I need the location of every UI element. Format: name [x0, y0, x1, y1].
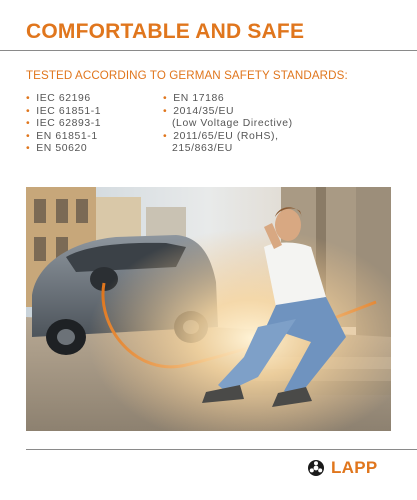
standard-item: • EN 50620	[26, 143, 88, 155]
standard-item-continued: (Low Voltage Directive)	[172, 118, 293, 130]
standard-item: • 2014/35/EU	[163, 105, 235, 117]
standards-list-left	[26, 93, 156, 156]
bullet-dot: •	[26, 118, 31, 130]
product-photo	[26, 187, 391, 431]
standard-item: • IEC 62893-1	[26, 118, 102, 130]
bullet-dot: •	[163, 105, 168, 117]
standard-item: • 2011/65/EU (RoHS),	[163, 130, 279, 142]
logo-text: LAPP	[331, 458, 378, 477]
top-divider	[0, 50, 417, 51]
bullet-dot: •	[26, 130, 31, 142]
standards-subtitle: TESTED ACCORDING TO GERMAN SAFETY STANDARDS:	[26, 69, 348, 82]
standard-item: • EN 61851-1	[26, 130, 98, 142]
lapp-logo-icon	[307, 459, 325, 477]
bullet-dot: •	[26, 105, 31, 117]
bullet-dot: •	[26, 93, 31, 104]
standards-list-right	[163, 93, 393, 156]
standard-item: • EN 17186	[163, 93, 225, 104]
standard-item: • IEC 62196	[26, 93, 91, 104]
standard-item: • IEC 61851-1	[26, 105, 102, 117]
bottom-divider	[26, 449, 417, 450]
standard-item-continued: 215/863/EU	[172, 143, 233, 155]
page-title: COMFORTABLE AND SAFE	[26, 20, 305, 43]
bullet-dot: •	[163, 93, 168, 104]
bullet-dot: •	[163, 130, 168, 142]
photo-illustration	[26, 187, 391, 431]
bullet-dot: •	[26, 143, 31, 155]
brand-logo	[307, 458, 378, 478]
